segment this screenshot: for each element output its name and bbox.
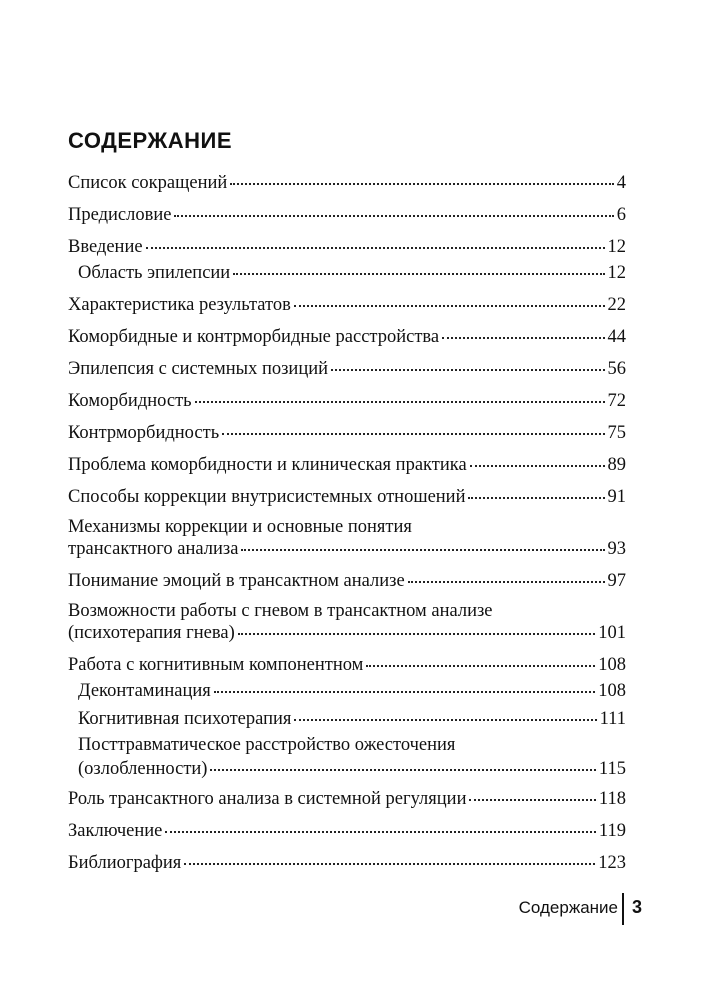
dot-leader	[146, 246, 605, 249]
toc-entry[interactable]	[68, 390, 626, 412]
toc-entry[interactable]	[68, 622, 626, 644]
toc-entry-first-line: Механизмы коррекции и основные понятия	[68, 517, 412, 537]
dot-leader	[184, 862, 595, 865]
toc-entry[interactable]	[68, 788, 626, 810]
toc-entry[interactable]	[68, 294, 626, 316]
toc-entry[interactable]	[68, 326, 626, 348]
dot-leader	[174, 214, 613, 217]
toc-entry-page: 56	[607, 359, 626, 379]
toc-entry-first-line: Возможности работы с гневом в трансактном анализе	[68, 601, 493, 621]
toc-entry-title: Заключение	[68, 821, 163, 841]
dot-leader	[165, 830, 596, 833]
dot-leader	[331, 368, 604, 371]
toc-entry-page: 108	[598, 655, 626, 675]
toc-entry-title: Роль трансактного анализа в системной регуляции	[68, 789, 467, 809]
dot-leader	[210, 768, 595, 771]
dot-leader	[195, 400, 605, 403]
toc-entry-page: 91	[607, 487, 626, 507]
dot-leader	[408, 580, 605, 583]
dot-leader	[238, 632, 596, 635]
toc-entry-page: 44	[607, 327, 626, 347]
dot-leader	[222, 432, 604, 435]
toc-entry[interactable]	[68, 852, 626, 874]
toc-subentry[interactable]	[78, 708, 626, 730]
toc-entry-page: 89	[607, 455, 626, 475]
toc-entry-page: 123	[598, 853, 626, 873]
toc-entry-page: 115	[598, 759, 626, 779]
toc-subentry[interactable]	[78, 680, 626, 702]
dot-leader	[470, 464, 605, 467]
dot-leader	[442, 336, 604, 339]
toc-entry[interactable]	[68, 358, 626, 380]
toc-entry-page: 75	[607, 423, 626, 443]
dot-leader	[233, 272, 604, 275]
toc-entry-page: 118	[598, 789, 626, 809]
toc-entry-title: Понимание эмоций в трансактном анализе	[68, 571, 405, 591]
toc-entry-title: Введение	[68, 237, 143, 257]
toc-entry-page: 12	[607, 263, 626, 283]
toc-entry[interactable]	[68, 422, 626, 444]
toc-entry[interactable]	[68, 204, 626, 226]
toc-entry[interactable]	[68, 654, 626, 676]
toc-entry-title: Контрморбидность	[68, 423, 220, 443]
toc-entry[interactable]	[68, 570, 626, 592]
toc-entry-title: Когнитивная психотерапия	[78, 709, 292, 729]
toc-subentry[interactable]	[78, 758, 626, 780]
toc-entry-title: Способы коррекции внутрисистемных отношений	[68, 487, 466, 507]
toc-entry[interactable]	[68, 538, 626, 560]
toc-entry-page: 22	[607, 295, 626, 315]
toc-subentry[interactable]	[78, 262, 626, 284]
toc-entry-title: Характеристика результатов	[68, 295, 291, 315]
toc-subentry-first-line: Посттравматическое расстройство ожесточения	[78, 735, 456, 755]
toc-entry-title: Коморбидные и контрморбидные расстройства	[68, 327, 440, 347]
dot-leader	[294, 718, 596, 721]
toc-entry-page: 72	[607, 391, 626, 411]
dot-leader	[468, 496, 604, 499]
toc-entry-page: 101	[598, 623, 626, 643]
toc-entry-title: Деконтаминация	[78, 681, 211, 701]
page-number: 3	[632, 897, 643, 917]
toc-entry-title: Проблема коморбидности и клиническая практика	[68, 455, 467, 475]
toc-entry-page: 97	[607, 571, 626, 591]
toc-entry[interactable]	[68, 820, 626, 842]
toc-entry-title: Эпилепсия с системных позиций	[68, 359, 329, 379]
toc-entry-page: 111	[599, 709, 626, 729]
running-footer-label: Содержание	[518, 898, 618, 917]
toc-entry[interactable]	[68, 172, 626, 194]
toc-entry-title: трансактного анализа	[68, 539, 239, 559]
toc-heading: СОДЕРЖАНИЕ	[68, 128, 233, 153]
toc-entry-title: Работа с когнитивным компонентном	[68, 655, 364, 675]
toc-entry-page: 4	[616, 173, 626, 193]
dot-leader	[366, 664, 595, 667]
footer-divider	[622, 893, 624, 925]
toc-entry-title: (озлобленности)	[78, 759, 208, 779]
toc-entry-page: 108	[598, 681, 626, 701]
toc-entry[interactable]	[68, 236, 626, 258]
dot-leader	[230, 182, 613, 185]
dot-leader	[469, 798, 595, 801]
toc-entry[interactable]	[68, 486, 626, 508]
toc-entry-title: Библиография	[68, 853, 182, 873]
toc-entry-title: Коморбидность	[68, 391, 192, 411]
toc-entry-title: Предисловие	[68, 205, 172, 225]
toc-entry-page: 6	[616, 205, 626, 225]
dot-leader	[241, 548, 604, 551]
toc-entry-title: Область эпилепсии	[78, 263, 231, 283]
toc-entry-page: 119	[598, 821, 626, 841]
dot-leader	[294, 304, 605, 307]
toc-entry[interactable]	[68, 454, 626, 476]
toc-entry-page: 12	[607, 237, 626, 257]
toc-entry-title: Список сокращений	[68, 173, 228, 193]
toc-entry-title: (психотерапия гнева)	[68, 623, 235, 643]
dot-leader	[214, 690, 595, 693]
toc-entry-page: 93	[607, 539, 626, 559]
